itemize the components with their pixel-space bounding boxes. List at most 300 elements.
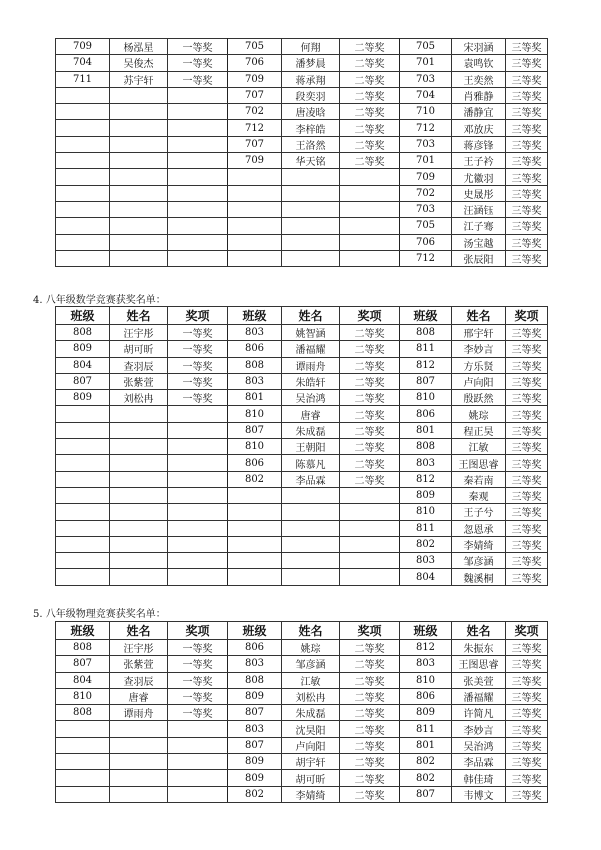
class-cell: 810 [400, 672, 452, 688]
class-cell: 802 [228, 471, 282, 487]
name-cell [282, 218, 340, 234]
award-cell: 二等奖 [340, 373, 400, 389]
award-cell: 三等奖 [506, 201, 548, 217]
name-cell [110, 87, 168, 103]
class-cell [228, 185, 282, 201]
award-cell: 三等奖 [506, 250, 548, 266]
award-cell: 二等奖 [340, 87, 400, 103]
award-cell: 二等奖 [340, 656, 400, 672]
award-cell: 二等奖 [340, 120, 400, 136]
name-cell: 潘福耀 [282, 341, 340, 357]
table-row [56, 487, 548, 503]
class-cell: 803 [400, 455, 452, 471]
name-cell: 刘松冉 [110, 390, 168, 406]
name-cell: 江敏 [452, 439, 506, 455]
class-cell: 803 [228, 721, 282, 737]
name-cell [110, 487, 168, 503]
class-cell: 803 [228, 373, 282, 389]
name-cell: 唐凌晗 [282, 104, 340, 120]
class-cell: 803 [400, 553, 452, 569]
name-cell: 朱成磊 [282, 422, 340, 438]
class-cell [56, 553, 110, 569]
name-cell: 秦观 [452, 487, 506, 503]
table-row [56, 136, 548, 152]
class-cell: 807 [228, 737, 282, 753]
name-cell: 王子衿 [452, 153, 506, 169]
class-cell [56, 770, 110, 786]
award-cell: 二等奖 [340, 422, 400, 438]
award-cell: 一等奖 [168, 656, 228, 672]
class-cell: 809 [400, 705, 452, 721]
column-header: 班级 [400, 622, 452, 640]
class-cell: 709 [400, 169, 452, 185]
class-cell [228, 553, 282, 569]
class-cell [56, 754, 110, 770]
name-cell [282, 536, 340, 552]
award-cell [168, 569, 228, 585]
class-cell [56, 536, 110, 552]
name-cell: 卢向阳 [282, 737, 340, 753]
name-cell [282, 234, 340, 250]
class-cell [228, 201, 282, 217]
award-cell: 二等奖 [340, 721, 400, 737]
class-cell [56, 153, 110, 169]
class-cell: 702 [400, 185, 452, 201]
table-row [56, 672, 548, 688]
award-cell [340, 504, 400, 520]
name-cell: 华天铭 [282, 153, 340, 169]
award-cell [168, 520, 228, 536]
name-cell: 王朝阳 [282, 439, 340, 455]
award-cell: 三等奖 [506, 357, 548, 373]
class-cell: 810 [228, 439, 282, 455]
name-cell: 宋羽涵 [452, 39, 506, 55]
header-row [56, 307, 548, 325]
award-cell: 三等奖 [506, 406, 548, 422]
name-cell: 谭雨舟 [110, 705, 168, 721]
column-header: 姓名 [452, 622, 506, 640]
name-cell [110, 455, 168, 471]
award-cell: 三等奖 [506, 520, 548, 536]
award-cell [168, 104, 228, 120]
name-cell: 汪涵钰 [452, 201, 506, 217]
name-cell [110, 201, 168, 217]
name-cell: 谭雨舟 [282, 357, 340, 373]
table-row [56, 455, 548, 471]
name-cell: 肖雅静 [452, 87, 506, 103]
name-cell [110, 536, 168, 552]
name-cell [110, 218, 168, 234]
name-cell [110, 754, 168, 770]
name-cell: 查羽辰 [110, 672, 168, 688]
class-cell [56, 455, 110, 471]
class-cell: 703 [400, 71, 452, 87]
class-cell [56, 169, 110, 185]
table-row [56, 325, 548, 341]
award-cell: 三等奖 [506, 471, 548, 487]
table-row [56, 218, 548, 234]
table-row [56, 87, 548, 103]
name-cell: 何翔 [282, 39, 340, 55]
column-header: 班级 [228, 622, 282, 640]
class-cell: 807 [56, 656, 110, 672]
name-cell: 吴俊杰 [110, 55, 168, 71]
award-cell: 三等奖 [506, 553, 548, 569]
award-cell: 三等奖 [506, 569, 548, 585]
name-cell [110, 422, 168, 438]
column-header: 奖项 [506, 307, 548, 325]
name-cell [110, 153, 168, 169]
award-cell [168, 553, 228, 569]
name-cell: 刘松冉 [282, 688, 340, 704]
class-cell: 703 [400, 201, 452, 217]
award-cell: 三等奖 [506, 390, 548, 406]
class-cell: 803 [228, 325, 282, 341]
class-cell: 802 [400, 770, 452, 786]
name-cell: 李妙言 [452, 721, 506, 737]
award-cell: 三等奖 [506, 153, 548, 169]
award-cell [168, 786, 228, 802]
award-cell [340, 234, 400, 250]
class-cell: 809 [228, 770, 282, 786]
award-cell [168, 120, 228, 136]
award-cell: 二等奖 [340, 341, 400, 357]
award-cell: 三等奖 [506, 422, 548, 438]
award-cell [340, 169, 400, 185]
name-cell: 李品霖 [282, 471, 340, 487]
name-cell: 韦博文 [452, 786, 506, 802]
award-cell: 三等奖 [506, 656, 548, 672]
table-row [56, 234, 548, 250]
name-cell: 姚琮 [282, 640, 340, 656]
class-cell: 809 [56, 390, 110, 406]
table-row [56, 39, 548, 55]
table-row [56, 520, 548, 536]
class-cell: 705 [228, 39, 282, 55]
class-cell: 807 [228, 705, 282, 721]
class-cell: 806 [400, 688, 452, 704]
class-cell: 804 [56, 357, 110, 373]
class-cell: 709 [228, 71, 282, 87]
class-cell: 808 [228, 357, 282, 373]
award-cell [168, 136, 228, 152]
name-cell: 李品霖 [452, 754, 506, 770]
table-row [56, 406, 548, 422]
award-cell: 二等奖 [340, 640, 400, 656]
award-cell: 三等奖 [506, 640, 548, 656]
award-cell: 三等奖 [506, 455, 548, 471]
name-cell: 胡可昕 [110, 341, 168, 357]
name-cell [110, 520, 168, 536]
class-cell: 808 [228, 672, 282, 688]
award-cell [168, 439, 228, 455]
name-cell: 王子兮 [452, 504, 506, 520]
class-cell [228, 218, 282, 234]
award-cell: 二等奖 [340, 406, 400, 422]
name-cell: 邢宇轩 [452, 325, 506, 341]
class-cell [56, 87, 110, 103]
award-cell: 一等奖 [168, 640, 228, 656]
class-cell [228, 169, 282, 185]
award-cell: 三等奖 [506, 234, 548, 250]
award-cell [168, 754, 228, 770]
name-cell [110, 439, 168, 455]
class-cell [56, 234, 110, 250]
award-cell: 二等奖 [340, 705, 400, 721]
name-cell [110, 569, 168, 585]
name-cell [110, 234, 168, 250]
column-header: 奖项 [506, 622, 548, 640]
name-cell [110, 136, 168, 152]
name-cell: 江子骞 [452, 218, 506, 234]
award-cell: 三等奖 [506, 185, 548, 201]
class-cell: 801 [400, 422, 452, 438]
award-cell: 三等奖 [506, 786, 548, 802]
class-cell: 703 [400, 136, 452, 152]
class-cell: 806 [228, 341, 282, 357]
column-header: 姓名 [110, 622, 168, 640]
award-cell: 二等奖 [340, 786, 400, 802]
name-cell: 朱皓轩 [282, 373, 340, 389]
column-header: 奖项 [340, 622, 400, 640]
award-cell: 二等奖 [340, 136, 400, 152]
name-cell: 唐睿 [110, 688, 168, 704]
award-cell: 三等奖 [506, 439, 548, 455]
class-cell: 806 [228, 455, 282, 471]
table-row [56, 640, 548, 656]
table-row [56, 169, 548, 185]
name-cell [110, 504, 168, 520]
header-row [56, 622, 548, 640]
class-cell: 711 [56, 71, 110, 87]
name-cell [282, 185, 340, 201]
table-row [56, 373, 548, 389]
award-cell: 三等奖 [506, 120, 548, 136]
award-cell [340, 201, 400, 217]
name-cell: 陈慕凡 [282, 455, 340, 471]
class-cell: 809 [228, 754, 282, 770]
name-cell [282, 553, 340, 569]
class-cell: 810 [400, 504, 452, 520]
table-row [56, 786, 548, 802]
class-cell [56, 487, 110, 503]
class-cell [56, 422, 110, 438]
name-cell [110, 786, 168, 802]
name-cell: 方乐贤 [452, 357, 506, 373]
award-cell: 三等奖 [506, 672, 548, 688]
award-table-header [56, 622, 548, 640]
name-cell: 邹彦涵 [282, 656, 340, 672]
class-cell [56, 250, 110, 266]
class-cell [228, 520, 282, 536]
class-cell: 801 [400, 737, 452, 753]
name-cell: 汤宝越 [452, 234, 506, 250]
class-cell [56, 737, 110, 753]
column-header: 班级 [56, 622, 110, 640]
class-cell [56, 104, 110, 120]
name-cell: 汪宇彤 [110, 640, 168, 656]
award-cell [340, 185, 400, 201]
name-cell: 蒋承翔 [282, 71, 340, 87]
name-cell [282, 520, 340, 536]
column-header: 姓名 [282, 307, 340, 325]
award-cell: 一等奖 [168, 672, 228, 688]
class-cell: 709 [228, 153, 282, 169]
name-cell: 魏溪桐 [452, 569, 506, 585]
class-cell [56, 136, 110, 152]
award-cell [168, 455, 228, 471]
name-cell: 许简凡 [452, 705, 506, 721]
class-cell [56, 218, 110, 234]
award-cell [168, 185, 228, 201]
name-cell [282, 504, 340, 520]
name-cell [110, 169, 168, 185]
table-row [56, 721, 548, 737]
class-cell: 811 [400, 341, 452, 357]
name-cell: 王图思睿 [452, 455, 506, 471]
class-cell: 704 [56, 55, 110, 71]
class-cell [228, 487, 282, 503]
name-cell: 李梓皓 [282, 120, 340, 136]
award-cell [340, 487, 400, 503]
class-cell: 706 [400, 234, 452, 250]
award-table-math [55, 306, 548, 586]
name-cell: 姚琮 [452, 406, 506, 422]
award-cell: 三等奖 [506, 39, 548, 55]
award-cell: 二等奖 [340, 325, 400, 341]
column-header: 奖项 [168, 622, 228, 640]
class-cell: 705 [400, 218, 452, 234]
class-cell: 810 [400, 390, 452, 406]
name-cell: 秦若南 [452, 471, 506, 487]
column-header: 班级 [228, 307, 282, 325]
award-cell: 一等奖 [168, 357, 228, 373]
name-cell [110, 471, 168, 487]
award-cell: 三等奖 [506, 705, 548, 721]
award-cell: 一等奖 [168, 341, 228, 357]
award-cell: 三等奖 [506, 487, 548, 503]
class-cell [56, 471, 110, 487]
class-cell: 706 [228, 55, 282, 71]
name-cell: 江敏 [282, 672, 340, 688]
class-cell [228, 536, 282, 552]
class-cell: 707 [228, 87, 282, 103]
class-cell: 812 [400, 357, 452, 373]
award-cell: 二等奖 [340, 390, 400, 406]
column-header: 姓名 [110, 307, 168, 325]
award-cell: 二等奖 [340, 71, 400, 87]
name-cell: 殷跃然 [452, 390, 506, 406]
award-cell: 二等奖 [340, 737, 400, 753]
name-cell [110, 120, 168, 136]
class-cell: 712 [228, 120, 282, 136]
table-row [56, 536, 548, 552]
award-cell: 二等奖 [340, 357, 400, 373]
name-cell: 吴治鸿 [452, 737, 506, 753]
award-cell: 二等奖 [340, 439, 400, 455]
award-table-body [56, 325, 548, 586]
award-cell: 一等奖 [168, 39, 228, 55]
award-cell: 一等奖 [168, 705, 228, 721]
class-cell: 808 [400, 325, 452, 341]
class-cell: 806 [400, 406, 452, 422]
name-cell: 沈昊阳 [282, 721, 340, 737]
class-cell [228, 569, 282, 585]
class-cell: 712 [400, 120, 452, 136]
award-cell: 三等奖 [506, 136, 548, 152]
name-cell: 蒋彦锋 [452, 136, 506, 152]
award-cell: 三等奖 [506, 770, 548, 786]
award-cell: 三等奖 [506, 688, 548, 704]
class-cell: 808 [56, 640, 110, 656]
column-header: 奖项 [168, 307, 228, 325]
class-cell: 704 [400, 87, 452, 103]
award-table-header [56, 307, 548, 325]
award-cell [168, 422, 228, 438]
class-cell: 812 [400, 471, 452, 487]
class-cell: 707 [228, 136, 282, 152]
name-cell [282, 201, 340, 217]
name-cell: 张紫萱 [110, 373, 168, 389]
award-cell: 一等奖 [168, 373, 228, 389]
award-table-physics [55, 621, 548, 803]
award-cell: 三等奖 [506, 55, 548, 71]
name-cell: 张紫萱 [110, 656, 168, 672]
award-cell [340, 218, 400, 234]
class-cell: 705 [400, 39, 452, 55]
award-cell [168, 737, 228, 753]
name-cell: 朱成磊 [282, 705, 340, 721]
name-cell: 吴治鸿 [282, 390, 340, 406]
award-cell: 二等奖 [340, 672, 400, 688]
class-cell: 810 [228, 406, 282, 422]
name-cell: 潘静宜 [452, 104, 506, 120]
award-cell: 三等奖 [506, 218, 548, 234]
award-cell [168, 406, 228, 422]
table-row [56, 422, 548, 438]
class-cell [56, 439, 110, 455]
name-cell [110, 185, 168, 201]
table-row [56, 737, 548, 753]
table-row [56, 688, 548, 704]
award-cell [340, 520, 400, 536]
class-cell: 811 [400, 520, 452, 536]
award-cell [168, 536, 228, 552]
table-row [56, 201, 548, 217]
table-row [56, 250, 548, 266]
class-cell: 701 [400, 153, 452, 169]
award-cell: 二等奖 [340, 55, 400, 71]
table-row [56, 341, 548, 357]
class-cell: 808 [56, 325, 110, 341]
award-cell: 三等奖 [506, 325, 548, 341]
table-row [56, 569, 548, 585]
award-cell: 二等奖 [340, 754, 400, 770]
class-cell: 806 [228, 640, 282, 656]
award-cell: 二等奖 [340, 688, 400, 704]
award-cell [168, 153, 228, 169]
class-cell: 807 [400, 786, 452, 802]
class-cell [228, 504, 282, 520]
class-cell [56, 721, 110, 737]
name-cell [110, 104, 168, 120]
class-cell: 801 [228, 390, 282, 406]
table-row [56, 55, 548, 71]
award-cell: 二等奖 [340, 471, 400, 487]
name-cell: 忽恩承 [452, 520, 506, 536]
class-cell: 702 [228, 104, 282, 120]
award-cell [340, 553, 400, 569]
